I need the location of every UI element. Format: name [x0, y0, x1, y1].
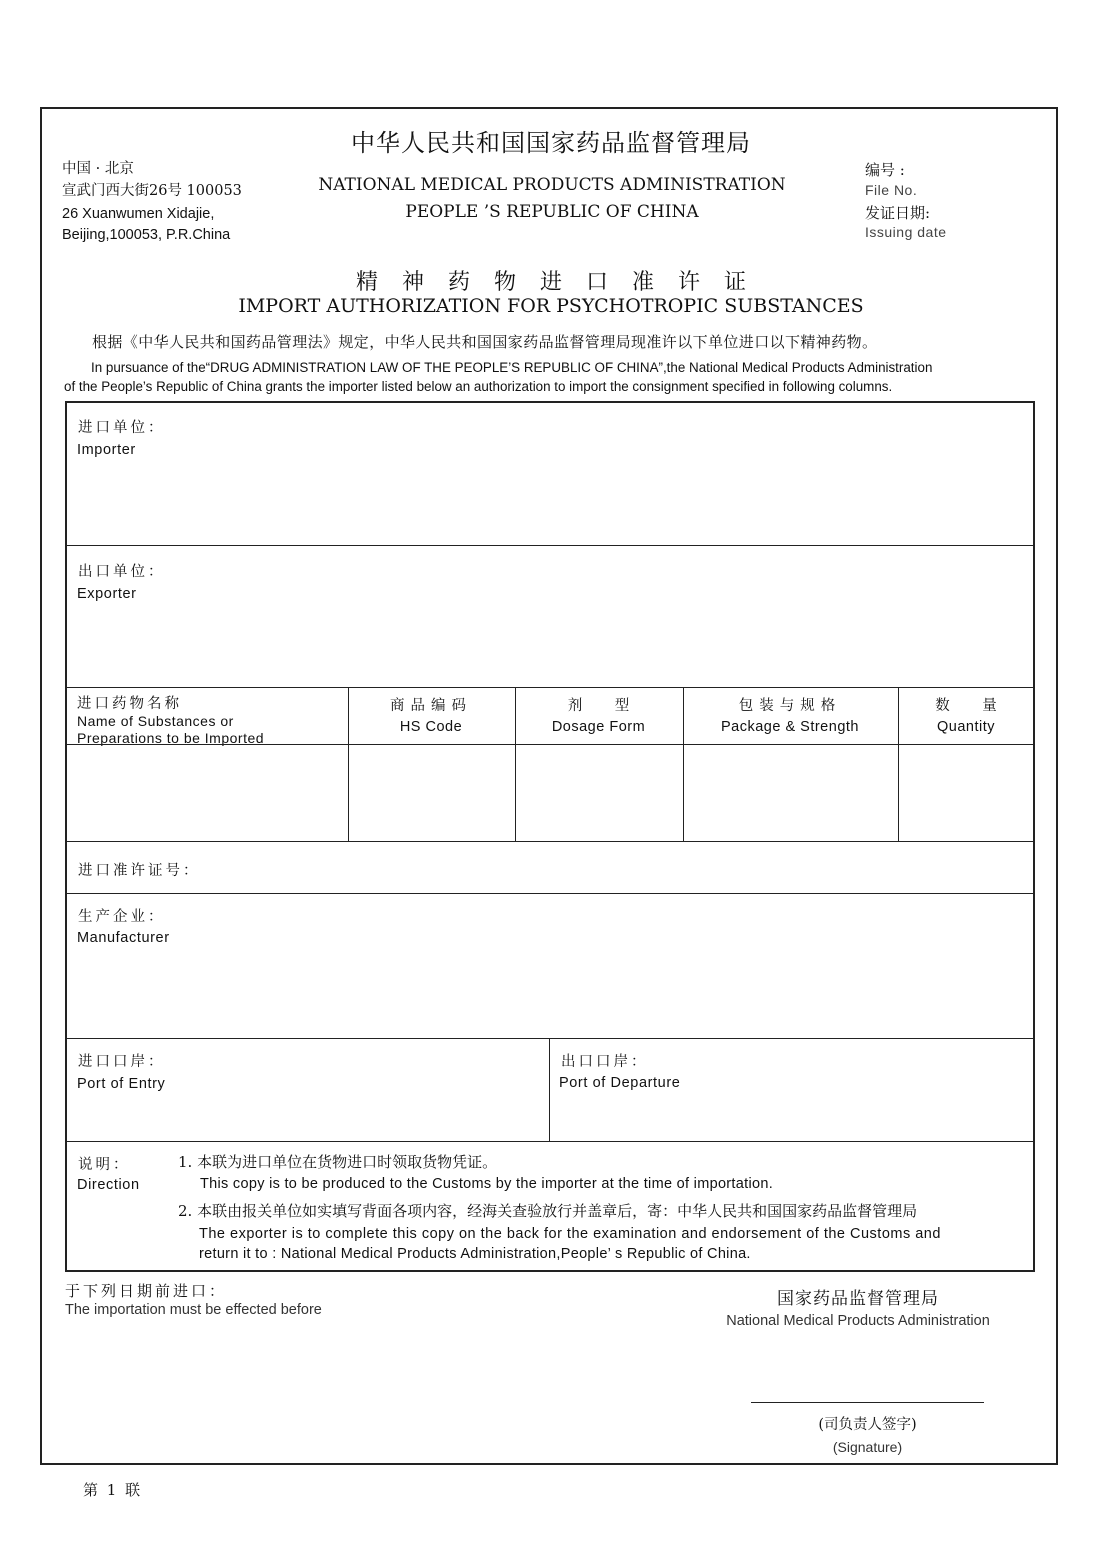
divider — [67, 1038, 1033, 1039]
direction-1-cn: 1. 本联为进口单位在货物进口时领取货物凭证。 — [178, 1153, 498, 1171]
file-no-label-en: File No. — [865, 182, 918, 198]
col-header-quantity — [899, 689, 1033, 735]
signature-label-en: (Signature) — [832, 1439, 903, 1455]
importer-label-cn: 进口单位： — [78, 420, 166, 436]
divider — [67, 545, 1033, 546]
column-divider — [515, 687, 516, 841]
manufacturer-label-cn: 生产企业： — [78, 909, 166, 925]
column-divider — [683, 687, 684, 841]
divider — [67, 841, 1033, 842]
document-title-en: IMPORT AUTHORIZATION FOR PSYCHOTROPIC SUBSTANCES — [238, 295, 864, 317]
issuing-agency-cn: 国家药品监督管理局 — [777, 1289, 939, 1309]
col-header-substance — [77, 692, 264, 747]
issue-date-label-cn: 发证日期: — [865, 204, 931, 222]
form-table — [65, 401, 1035, 1272]
col-header-quantity-en: Quantity — [937, 719, 995, 735]
divider — [67, 1141, 1033, 1142]
divider — [67, 893, 1033, 894]
direction-1-en: This copy is to be produced to the Customs by the importer at the time of importation. — [200, 1176, 774, 1192]
agency-name-en-line1: NATIONAL MEDICAL PRODUCTS ADMINISTRATION — [318, 175, 786, 195]
col-header-substance-en2: Preparations to be Imported — [77, 730, 265, 746]
port-entry-label-en: Port of Entry — [77, 1076, 166, 1092]
col-header-package-en: Package & Strength — [721, 719, 859, 735]
signature-line — [751, 1402, 984, 1403]
direction-2-cn: 2. 本联由报关单位如实填写背面各项内容，经海关查验放行并盖章后，寄：中华人民共和国国家药品监督管理局 — [178, 1202, 918, 1220]
port-entry-label-cn: 进口口岸： — [78, 1054, 166, 1070]
file-no-label-cn: 编号 : — [865, 161, 905, 179]
address-en-line1: 26 Xuanwumen Xidajie, — [62, 206, 215, 222]
port-departure-label-cn: 出口口岸： — [561, 1054, 649, 1070]
address-en-line2: Beijing,100053, P.R.China — [62, 227, 231, 243]
col-header-package — [683, 689, 897, 735]
column-divider — [348, 687, 349, 841]
permit-number-label-cn: 进口准许证号： — [78, 863, 201, 879]
col-header-dosage-form — [515, 689, 682, 735]
col-header-hs-code — [348, 689, 514, 735]
col-header-substance-cn: 进口药物名称 — [77, 696, 182, 712]
col-header-dosage-form-en: Dosage Form — [551, 719, 646, 735]
col-header-package-cn: 包装与规格 — [738, 698, 842, 714]
importer-label-en: Importer — [77, 442, 136, 458]
divider — [67, 687, 1033, 688]
col-header-substance-en1: Name of Substances or — [77, 713, 234, 729]
agency-title-cn: 中华人民共和国国家药品监督管理局 — [351, 129, 751, 157]
copy-number: 第 1 联 — [83, 1481, 143, 1499]
col-header-dosage-form-cn: 剂 型 — [567, 698, 644, 714]
col-header-quantity-cn: 数 量 — [935, 698, 1011, 714]
divider — [67, 744, 1033, 745]
document-title-cn: 精神药物进口准许证 — [355, 270, 770, 295]
signature-label-cn: (司负责人签字) — [818, 1417, 917, 1433]
issuing-agency-en: National Medical Products Administration — [726, 1313, 990, 1329]
exporter-label-en: Exporter — [77, 586, 137, 602]
manufacturer-label-en: Manufacturer — [77, 930, 170, 946]
preamble-cn: 根据《中华人民共和国药品管理法》规定，中华人民共和国国家药品监督管理局现准许以下单位进口以下精神药物。 — [92, 333, 878, 351]
preamble-en-line1: In pursuance of the“DRUG ADMINISTRATION LAW OF THE PEOPLE’S REPUBLIC OF CHINA”,the National Medical Products Administration — [91, 360, 933, 375]
direction-label-en: Direction — [77, 1177, 140, 1193]
issue-date-label-en: Issuing date — [865, 224, 947, 240]
address-cn-line2: 宣武门西大街26号 100053 — [62, 183, 242, 199]
direction-2-en-line2: return it to : National Medical Products Administration,People’ s Republic of China. — [199, 1246, 751, 1262]
col-header-hs-code-cn: 商品编码 — [390, 698, 472, 714]
exporter-label-cn: 出口单位： — [78, 564, 166, 580]
port-departure-label-en: Port of Departure — [559, 1075, 681, 1091]
column-divider — [898, 687, 899, 841]
direction-label-cn: 说明： — [78, 1157, 131, 1173]
preamble-en-line2: of the People’s Republic of China grants the importer listed below an authorization to import the consignment specified in following columns. — [64, 379, 893, 394]
direction-2-en-line1: The exporter is to complete this copy on the back for the examination and endorsement of the Customs and — [199, 1226, 941, 1242]
deadline-label-en: The importation must be effected before — [65, 1302, 322, 1318]
address-cn-line1: 中国 · 北京 — [62, 161, 134, 177]
deadline-label-cn: 于下列日期前进口： — [65, 1282, 228, 1300]
agency-name-en-line2: PEOPLE ’S REPUBLIC OF CHINA — [405, 202, 699, 222]
column-divider — [549, 1038, 550, 1141]
col-header-hs-code-en: HS Code — [399, 719, 463, 735]
